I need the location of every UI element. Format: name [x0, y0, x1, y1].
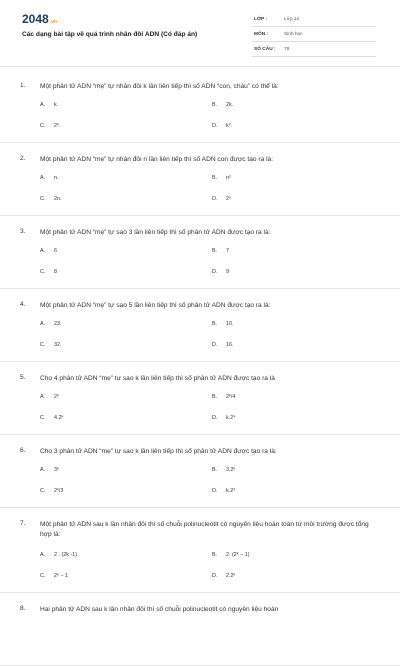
document-header: [0, 0, 400, 66]
meta-count-label: SỐ CÂU :: [254, 47, 276, 52]
option-letter: B.: [212, 102, 218, 108]
option-value: 2ⁿ: [226, 196, 231, 202]
option-letter: C.: [40, 415, 46, 421]
option-letter: C.: [40, 123, 46, 129]
question-number: 5.: [20, 374, 26, 381]
option-letter: B.: [212, 467, 218, 473]
option-value: k.2³: [226, 488, 235, 494]
option-letter: A.: [40, 248, 46, 254]
option-letter: D.: [212, 488, 218, 494]
option-value: 2ᵏ.: [54, 123, 61, 129]
meta-class-row: [252, 14, 376, 27]
question-item: [0, 362, 400, 435]
question-text: Cho 3 phân tử ADN “mẹ” tự sao k lần liên tiếp thì số phân tử ADN được tạo ra là:: [40, 448, 277, 455]
site-logo[interactable]: [22, 12, 57, 26]
option-letter: C.: [40, 196, 46, 202]
question-text: Một phân tử ADN “mẹ” tự nhân đôi k lần liên tiếp thì số ADN “con, cháu” có thể là:: [40, 83, 279, 90]
option-letter: B.: [212, 394, 218, 400]
option-letter: C.: [40, 573, 46, 579]
option-value: 16.: [226, 342, 234, 348]
question-list: [0, 70, 400, 613]
question-item: [0, 435, 400, 508]
option-letter: A.: [40, 175, 46, 181]
meta-class-value: Lớp 12: [284, 17, 300, 22]
question-text: Một phân tử ADN sau k lần nhân đôi thì số chuỗi polinucleotit có nguyên liệu hoàn toàn từ môi trường được tổng hợp là:: [40, 521, 369, 538]
meta-count-row: [252, 44, 376, 57]
option-letter: A.: [40, 394, 46, 400]
header-divider: [0, 66, 400, 67]
option-value: 2ᵏ/4: [226, 394, 236, 400]
question-item: [0, 70, 400, 143]
option-letter: C.: [40, 269, 46, 275]
option-value: k.: [54, 102, 59, 108]
question-item: [0, 143, 400, 216]
question-number: 1.: [20, 82, 26, 89]
document-title: Các dạng bài tập về quá trình nhân đôi ADN (Có đáp án): [22, 31, 198, 38]
question-item: [0, 289, 400, 362]
meta-subject-label: MÔN :: [254, 32, 269, 37]
option-value: 2 . (2k -1).: [54, 552, 79, 558]
option-value: 2ᵏ: [54, 394, 59, 400]
question-number: 3.: [20, 228, 26, 235]
option-letter: D.: [212, 342, 218, 348]
question-item: [0, 593, 400, 666]
question-text: Hai phân tử ADN sau k lần nhân đôi thì số chuỗi polinucleotit có nguyên liệu hoàn: [40, 606, 279, 613]
option-value: 3ᵏ: [54, 467, 59, 473]
option-value: 2k.: [226, 102, 234, 108]
question-item: [0, 216, 400, 289]
meta-subject-value: Sinh học: [284, 32, 303, 37]
option-value: 7: [226, 248, 229, 254]
option-value: k.2⁴: [226, 415, 236, 421]
option-value: 8: [54, 269, 57, 275]
option-value: 10.: [226, 321, 234, 327]
question-number: 8.: [20, 605, 26, 612]
option-value: n²: [226, 175, 231, 181]
question-number: 4.: [20, 301, 26, 308]
question-item: [0, 508, 400, 593]
option-letter: A.: [40, 467, 46, 473]
option-letter: B.: [212, 552, 218, 558]
question-text: Một phân tử ADN “mẹ” tự sao 5 lần liên tiếp thì số phân tử ADN được tạo ra là:: [40, 302, 271, 309]
option-value: 6: [54, 248, 57, 254]
option-letter: B.: [212, 248, 218, 254]
option-value: 32.: [54, 342, 62, 348]
option-letter: D.: [212, 123, 218, 129]
option-value: 4.2ᵏ: [54, 415, 64, 421]
question-number: 2.: [20, 155, 26, 162]
option-letter: B.: [212, 175, 218, 181]
option-letter: D.: [212, 269, 218, 275]
meta-class-label: LỚP :: [254, 17, 268, 22]
option-value: 2n.: [54, 196, 62, 202]
question-number: 7.: [20, 520, 26, 527]
option-value: 2. (2ᵏ − 1): [226, 552, 250, 558]
option-letter: A.: [40, 321, 46, 327]
option-value: 2.2ᵏ: [226, 573, 236, 579]
option-letter: A.: [40, 102, 46, 108]
option-value: 3.2ᵏ: [226, 467, 236, 473]
logo-suffix: .vn: [49, 19, 57, 25]
option-letter: D.: [212, 415, 218, 421]
logo-text: 2048: [22, 12, 49, 26]
meta-count-value: 78: [284, 47, 290, 52]
option-value: n.: [54, 175, 59, 181]
option-value: 23.: [54, 321, 62, 327]
option-letter: A.: [40, 552, 46, 558]
question-text: Cho 4 phân tử ADN “mẹ” tự sao k lần liên tiếp thì số phân tử ADN được tạo ra là: [40, 375, 275, 382]
question-number: 6.: [20, 447, 26, 454]
option-value: 2ᵏ/3: [54, 488, 64, 494]
option-letter: B.: [212, 321, 218, 327]
question-text: Một phân tử ADN “mẹ” tự nhân đôi n lần liên tiếp thì số ADN con được tạo ra là:: [40, 156, 274, 163]
option-value: k².: [226, 123, 232, 129]
option-letter: C.: [40, 488, 46, 494]
question-text: Một phân tử ADN “mẹ” tự sao 3 lần liên tiếp thì số phân tử ADN được tạo ra là:: [40, 229, 271, 236]
meta-subject-row: [252, 29, 376, 42]
option-value: 9: [226, 269, 229, 275]
option-letter: C.: [40, 342, 46, 348]
option-letter: D.: [212, 573, 218, 579]
option-letter: D.: [212, 196, 218, 202]
option-value: 2ᵏ − 1: [54, 573, 68, 579]
